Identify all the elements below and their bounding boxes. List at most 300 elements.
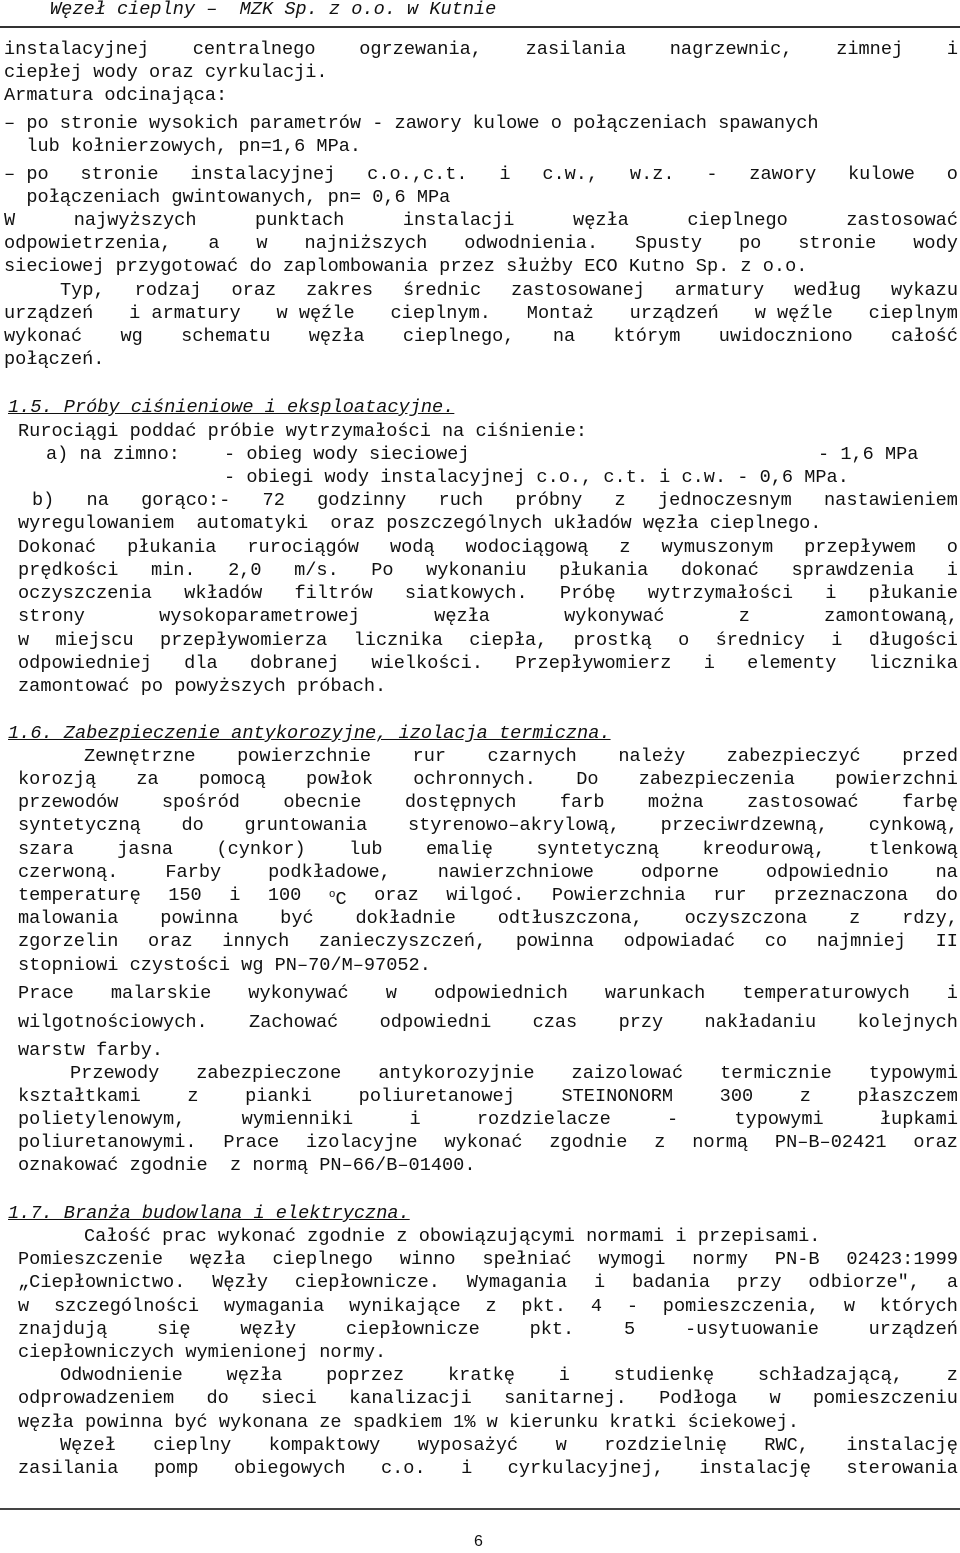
- word: rozdzielnię: [604, 1435, 727, 1456]
- word: Do: [576, 769, 599, 790]
- word: z: [849, 908, 861, 929]
- word: zanieczyszczeń,: [318, 931, 487, 952]
- word: wodą: [389, 537, 435, 558]
- word: rurociągów: [247, 537, 359, 558]
- word: cieplnego,: [402, 326, 515, 347]
- word: II: [935, 931, 958, 952]
- word: wysokoparametrowej: [159, 606, 360, 627]
- text-line: [18, 582, 958, 605]
- word: Węzeł: [60, 1435, 116, 1456]
- word: przepływem: [804, 537, 916, 558]
- word: wykonywać: [248, 983, 349, 1004]
- word: płaszczem: [857, 1086, 958, 1107]
- word: b): [32, 490, 55, 511]
- word: malowania: [18, 908, 119, 929]
- word: instalacyjnej: [190, 164, 336, 185]
- word: Prace: [223, 1132, 280, 1153]
- text-line: [18, 1131, 958, 1154]
- word: zamontowaną,: [824, 606, 958, 627]
- word: normy: [692, 1249, 749, 1270]
- word: zasilania: [18, 1458, 119, 1479]
- word: o: [946, 164, 958, 185]
- word: c.o.,c.t.: [367, 164, 468, 185]
- word: i: [831, 630, 843, 651]
- text-line: [18, 652, 958, 675]
- word: wilgotnościowych.: [18, 1012, 208, 1033]
- word: wykonać: [444, 1132, 523, 1153]
- word: cieplny: [153, 1435, 232, 1456]
- text-line: połączeniach gwintowanych, pn= 0,6 MPa: [4, 187, 451, 208]
- section-heading: 1.6. Zabezpieczenie antykorozyjne, izolacja termiczna.: [8, 723, 611, 744]
- word: powłok: [306, 769, 373, 790]
- word: poliuretanowej: [358, 1086, 515, 1107]
- word: dokonać: [680, 560, 759, 581]
- word: strony: [18, 606, 85, 627]
- word: i: [593, 1272, 606, 1293]
- word: -: [706, 164, 718, 185]
- word: co: [764, 931, 788, 952]
- word: którym: [613, 326, 681, 347]
- word: najmniej: [816, 931, 906, 952]
- word: 02423:1999: [846, 1249, 958, 1270]
- text-line: [70, 1062, 958, 1085]
- text-line: stopniowi czystości wg PN–70/M–97052.: [18, 955, 431, 976]
- word: wodociągową: [465, 537, 589, 558]
- word: wg: [120, 326, 143, 347]
- word: z: [799, 1086, 811, 1107]
- text-line: [18, 1295, 958, 1318]
- word: cynkową,: [868, 815, 958, 836]
- word: zabezpieczyć: [726, 746, 861, 767]
- word: urządzeń: [4, 303, 94, 324]
- word: i: [461, 1458, 473, 1479]
- word: Montaż: [526, 303, 594, 324]
- word: rodzaj: [134, 280, 202, 301]
- text-line: [18, 768, 958, 791]
- text-line: [60, 279, 958, 302]
- word: nakładaniu: [704, 1012, 817, 1033]
- word: i: [946, 560, 958, 581]
- text-line: [18, 1457, 958, 1480]
- word: instalację: [699, 1458, 811, 1479]
- text-line: ciepłej wody oraz cyrkulacji.: [4, 62, 328, 83]
- word: szczególności: [53, 1296, 200, 1317]
- word: odtłuszczona,: [497, 908, 643, 929]
- word: długości: [868, 630, 958, 651]
- text-line: połączeń.: [4, 349, 105, 370]
- word: i: [946, 983, 958, 1004]
- word: Typ,: [60, 280, 105, 301]
- word: kształtkami: [18, 1086, 141, 1107]
- word: a: [208, 233, 220, 254]
- word: wykonać: [4, 326, 83, 347]
- word: uwidoczniono: [718, 326, 853, 347]
- word: ciepłownicze: [345, 1319, 480, 1340]
- word: kulowe: [848, 164, 915, 185]
- word: urządzeń: [629, 303, 719, 324]
- word: średnic: [403, 280, 482, 301]
- word: oczyszczenia: [18, 583, 152, 604]
- word: gruntowania: [244, 815, 368, 836]
- word: odpowiednich: [433, 983, 568, 1004]
- word: zakres: [306, 280, 374, 301]
- word: płukania: [559, 560, 649, 581]
- text-line: [18, 861, 958, 884]
- section-heading: 1.7. Branża budowlana i elektryczna.: [8, 1203, 410, 1224]
- page-header: Węzeł cieplny – MZK Sp. z o.o. w Kutnie: [50, 0, 497, 20]
- text-line: [18, 907, 958, 930]
- word: stronie: [798, 233, 877, 254]
- text-line: oznakować zgodnie z normą PN–66/B–01400.: [18, 1155, 476, 1176]
- word: przeznaczona: [774, 885, 909, 906]
- word: z: [485, 1296, 497, 1317]
- word: można: [647, 792, 704, 813]
- word: przy: [736, 1272, 782, 1293]
- word: syntetyczną: [18, 815, 141, 836]
- word: odbiorze",: [808, 1272, 920, 1293]
- word: Podłoga: [659, 1388, 738, 1409]
- word: kompaktowy: [268, 1435, 381, 1456]
- word: po: [738, 233, 762, 254]
- word: pkt.: [521, 1296, 567, 1317]
- text-line: [18, 838, 958, 861]
- word: polietylenowym,: [18, 1109, 186, 1130]
- word: których: [879, 1296, 958, 1317]
- footer-rule: [0, 1508, 960, 1510]
- word: oczyszczona: [684, 908, 808, 929]
- word: Dokonać: [18, 537, 97, 558]
- word: wymuszonym: [661, 537, 774, 558]
- word: wielkości.: [371, 653, 483, 674]
- word: wykonywać: [564, 606, 665, 627]
- word: wkładów: [184, 583, 263, 604]
- text-line: wyregulowaniem automatyki oraz poszczególnych układów węzła cieplnego.: [18, 513, 822, 534]
- word: całość: [891, 326, 958, 347]
- word: z: [654, 1132, 666, 1153]
- word: sterowania: [846, 1458, 958, 1479]
- word: stronie: [80, 164, 159, 185]
- word: odpowietrzenia,: [4, 233, 172, 254]
- word: na: [86, 490, 109, 511]
- word: z: [187, 1086, 199, 1107]
- word: czarnych: [487, 746, 577, 767]
- word: Zachować: [249, 1012, 339, 1033]
- word: należy: [618, 746, 686, 767]
- word: elementy: [747, 653, 837, 674]
- word: płukanie: [868, 583, 958, 604]
- word: wymagania: [223, 1296, 325, 1317]
- section-heading: 1.5. Próby ciśnieniowe i eksploatacyjne.: [8, 397, 455, 418]
- word: dobranej: [249, 653, 340, 674]
- word: temperaturowych: [742, 983, 910, 1004]
- word: i: [946, 39, 958, 60]
- word: godzinny: [317, 490, 407, 511]
- text-line: [18, 814, 958, 837]
- word: do: [935, 885, 958, 906]
- text-line: [84, 745, 958, 768]
- word: 100: [267, 885, 302, 906]
- word: sieci: [261, 1388, 317, 1409]
- word: oraz: [231, 280, 277, 301]
- word: dostępnych: [404, 792, 517, 813]
- text-line: [4, 163, 958, 186]
- word: powinna: [160, 908, 239, 929]
- word: odwodnienia.: [464, 233, 599, 254]
- word: sprawdzenia: [791, 560, 915, 581]
- word: farb: [559, 792, 605, 813]
- word: schematu: [181, 326, 271, 347]
- word: najniższych: [304, 233, 428, 254]
- word: armatury: [674, 280, 765, 301]
- word: PN–B–02421: [774, 1132, 887, 1153]
- word: – po: [4, 164, 49, 185]
- text-line: [18, 1085, 958, 1108]
- text-line: [18, 1011, 958, 1034]
- word: ciepła,: [469, 630, 548, 651]
- word: z: [738, 606, 750, 627]
- word: Powierzchnia: [551, 885, 686, 906]
- word: termicznie: [720, 1063, 832, 1084]
- word: obiegowych: [233, 1458, 346, 1479]
- word: antykorozyjnie: [378, 1063, 535, 1084]
- word: według: [794, 280, 862, 301]
- word: typowymi: [868, 1063, 958, 1084]
- word: farbę: [902, 792, 958, 813]
- word: W: [4, 210, 16, 231]
- word: ochronnych.: [413, 769, 536, 790]
- word: Spusty: [635, 233, 703, 254]
- text-line: [18, 1248, 958, 1271]
- text-line: warstw farby.: [18, 1040, 164, 1061]
- word: i: [558, 1365, 570, 1386]
- word: podkładowe,: [268, 862, 391, 883]
- word: w: [18, 630, 30, 651]
- word: punktach: [255, 210, 345, 231]
- word: Węzły: [212, 1272, 268, 1293]
- word: na: [935, 862, 958, 883]
- text-line: [18, 559, 958, 582]
- word: w: [256, 233, 268, 254]
- word: wynikające: [349, 1296, 461, 1317]
- word: tlenkową: [868, 839, 958, 860]
- word: prędkości: [18, 560, 119, 581]
- word: wymienniki: [241, 1109, 354, 1130]
- word: min.: [150, 560, 196, 581]
- word: izolacyjne: [305, 1132, 418, 1153]
- text-line: zamontować po powyższych próbach.: [18, 676, 387, 697]
- word: odpowiedni: [379, 1012, 492, 1033]
- word: -: [666, 1109, 679, 1130]
- word: Próbę: [559, 583, 616, 604]
- word: -usytuowanie: [684, 1319, 819, 1340]
- word: zimnej: [836, 39, 904, 60]
- word: 4: [590, 1296, 603, 1317]
- word: i: [703, 653, 715, 674]
- word: ciepłownicze.: [294, 1272, 440, 1293]
- word: instalację: [846, 1435, 958, 1456]
- text-line: [4, 38, 958, 61]
- word: urządzeń: [868, 1319, 958, 1340]
- word: cieplnym.: [390, 303, 491, 324]
- word: poliuretanowymi.: [18, 1132, 197, 1153]
- word: cieplnym: [868, 303, 958, 324]
- word: zabezpieczenia: [638, 769, 795, 790]
- word: instalacyjnej: [4, 39, 150, 60]
- word: odpowiadać: [623, 931, 736, 952]
- word: studienkę: [613, 1365, 715, 1386]
- word: przewodów: [18, 792, 119, 813]
- text-line: – po stronie wysokich parametrów - zawory kulowe o połączeniach spawanych: [4, 113, 819, 134]
- word: pkt.: [529, 1319, 575, 1340]
- text-line: Rurociągi poddać próbie wytrzymałości na ciśnienie:: [18, 421, 588, 442]
- text-line: - obiegi wody instalacyjnej c.o., c.t. i c.w. - 0,6 MPa.: [224, 467, 849, 488]
- word: łupkami: [879, 1109, 958, 1130]
- word: i: [229, 885, 241, 906]
- word: węzła: [189, 1249, 246, 1270]
- word: i: [499, 164, 511, 185]
- word: Wymagania: [466, 1272, 568, 1293]
- word: wymogi: [598, 1249, 666, 1270]
- word: Prace: [18, 983, 74, 1004]
- word: cieplnego: [687, 210, 788, 231]
- word: odporne: [640, 862, 719, 883]
- word: licznika: [868, 653, 958, 674]
- word: ruch: [438, 490, 484, 511]
- word: Pomieszczenie: [18, 1249, 164, 1270]
- text-line: [18, 536, 958, 559]
- word: 72: [262, 490, 285, 511]
- word: dla: [184, 653, 218, 674]
- word: instalacji: [402, 210, 515, 231]
- word: wykazu: [891, 280, 958, 301]
- word: w: [769, 1388, 781, 1409]
- text-line: - obieg wody sieciowej: [224, 444, 470, 465]
- word: styrenowo–akrylową,: [407, 815, 620, 836]
- text-line: [18, 1108, 958, 1131]
- text-line: [18, 791, 958, 814]
- text-line: [60, 1434, 958, 1457]
- word: temperaturę: [18, 885, 141, 906]
- word: przy: [618, 1012, 664, 1033]
- word: węzła: [226, 1365, 283, 1386]
- word: c.w.,: [542, 164, 599, 185]
- word: w węźle: [754, 303, 833, 324]
- word: rur: [713, 885, 747, 906]
- word: Odwodnienie: [60, 1365, 183, 1386]
- word: pomieszczenia,: [662, 1296, 820, 1317]
- text-line: [4, 302, 958, 325]
- word: o: [678, 630, 690, 651]
- word: malarskie: [110, 983, 212, 1004]
- text-line: a) na zimno:: [46, 444, 180, 465]
- text-line: [4, 209, 958, 232]
- word: licznika: [353, 630, 443, 651]
- header-rule: [0, 26, 960, 28]
- text-line: [18, 629, 958, 652]
- text-line: [18, 605, 958, 628]
- word: zastosowanej: [511, 280, 645, 301]
- word: nagrzewnic,: [669, 39, 793, 60]
- word: pomieszczeniu: [812, 1388, 958, 1409]
- word: rdzy,: [902, 908, 958, 929]
- word: Farby: [165, 862, 222, 883]
- word: syntetyczną: [536, 839, 660, 860]
- word: czas: [532, 1012, 578, 1033]
- word: miejscu: [55, 630, 134, 651]
- text-line: - 1,6 MPa: [818, 444, 919, 465]
- word: płukania: [127, 537, 217, 558]
- word: pomp: [153, 1458, 199, 1479]
- text-line: [18, 1387, 958, 1410]
- word: z: [619, 537, 631, 558]
- word: do: [181, 815, 204, 836]
- text-line: [4, 325, 958, 348]
- word: 2,0: [228, 560, 262, 581]
- word: z: [946, 1365, 958, 1386]
- word: warunkach: [604, 983, 706, 1004]
- word: być: [280, 908, 314, 929]
- word: zabezpieczone: [196, 1063, 342, 1084]
- word: w węźle: [276, 303, 355, 324]
- word: wyposażyć: [417, 1435, 519, 1456]
- word: próbny: [515, 490, 583, 511]
- word: na: [552, 326, 576, 347]
- word: węzła: [308, 326, 365, 347]
- text-line: [4, 232, 958, 255]
- word: zasilania: [525, 39, 627, 60]
- word: C: [335, 889, 347, 910]
- word: powierzchni: [835, 769, 958, 790]
- word: powinna: [515, 931, 594, 952]
- word: zawory: [749, 164, 817, 185]
- word: (cynkor): [216, 839, 306, 860]
- word: i: [409, 1109, 421, 1130]
- word: a: [946, 1272, 958, 1293]
- word: wody: [913, 233, 958, 254]
- word: badania: [631, 1272, 711, 1293]
- word: za: [136, 769, 159, 790]
- word: Przewody: [70, 1063, 160, 1084]
- word: STEINONORM: [561, 1086, 674, 1107]
- text-line: [18, 930, 958, 953]
- text-line: sieciowej przygotować do zaplombowania przez służby ECO Kutno Sp. z o.o.: [4, 256, 808, 277]
- word: jasna: [117, 839, 173, 860]
- word: się: [157, 1319, 191, 1340]
- word: Po: [371, 560, 394, 581]
- word: odpowiedniej: [18, 653, 152, 674]
- word: emalię: [425, 839, 493, 860]
- word: znajdują: [18, 1319, 108, 1340]
- word: 150: [168, 885, 202, 906]
- text-line: [60, 1364, 958, 1387]
- word: oraz: [913, 1132, 958, 1153]
- word: pianki: [245, 1086, 313, 1107]
- word: normą: [692, 1132, 749, 1153]
- word: wilgoć.: [446, 885, 525, 906]
- word: 300: [719, 1086, 754, 1107]
- word: czerwoną.: [18, 862, 119, 883]
- word: centralnego: [192, 39, 316, 60]
- text-line: [32, 489, 958, 512]
- word: przed: [902, 746, 958, 767]
- word: zaizolować: [571, 1063, 684, 1084]
- word: kolejnych: [857, 1012, 958, 1033]
- word: rur: [412, 746, 447, 767]
- page-number: 6: [474, 1533, 483, 1550]
- word: oraz: [374, 885, 419, 906]
- word: wykonaniu: [426, 560, 527, 581]
- word: jednoczesnym: [657, 490, 792, 511]
